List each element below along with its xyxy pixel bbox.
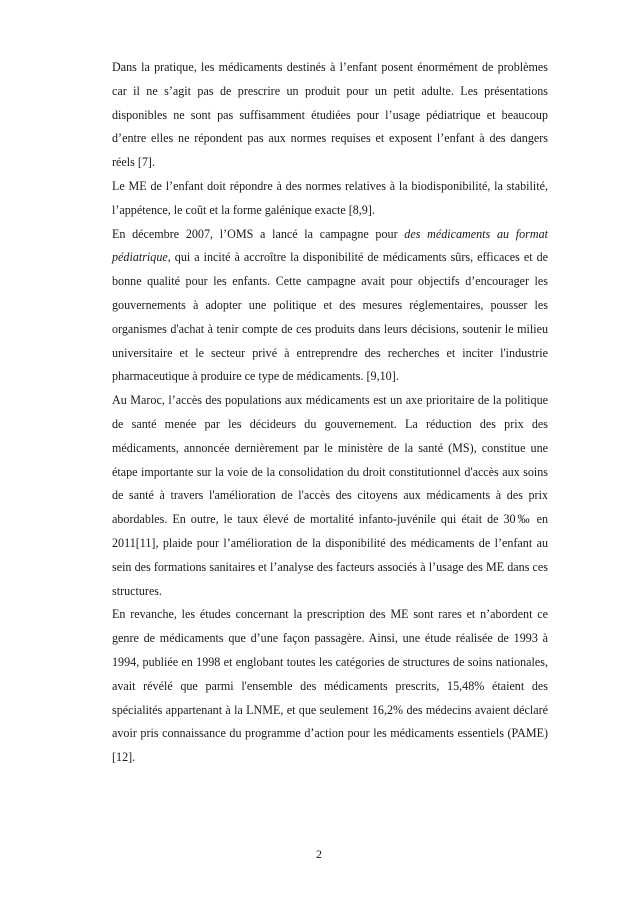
paragraph-text: En décembre 2007, l’OMS a lancé la campagne pour — [112, 226, 405, 241]
paragraph-me-standards — [112, 175, 548, 223]
paragraph-prescription-studies — [112, 603, 548, 770]
paragraph-text: , qui a incité à accroître la disponibilité de médicaments sûrs, efficaces et de bonne qualité pour les enfants. Cette campagne avait pour objectifs d’encourager les gouvernements à adopter une politique et des mesures réglementaires, pousser les organismes d'achat à tenir compte de ces produits dans leurs décisions, soutenir le milieu universitaire et le secteur privé à entreprendre des recherches et inciter l'industrie pharmaceutique à produire ce type de médicaments. [9,10]. — [112, 250, 548, 384]
paragraph-text: Le ME de l’enfant doit répondre à des normes relatives à la biodisponibilité, la stabilité, l’appétence, le coût et la forme galénique exacte [8,9]. — [112, 178, 548, 217]
paragraph-text: Au Maroc, l’accès des populations aux médicaments est un axe prioritaire de la politique de santé menée par les décideurs du gouvernement. La réduction des prix des médicaments, annoncée dernièrement par le ministère de la santé (MS), constitue une étape importante sur la voie de la consolidation du droit constitutionnel d'accès aux soins de santé à travers l'amélioration de l'accès des citoyens aux médicaments à des prix abordables. En outre, le taux élevé de mortalité infanto-juvénile qui était de 30‰ en 2011[11], plaide pour l’amélioration de la disponibilité des médicaments de l’enfant au sein des formations sanitaires et l’analyse des facteurs associés à l’usage des ME dans ces structures. — [112, 393, 548, 598]
document-body — [112, 56, 548, 770]
campaign-title-italic: des médicaments au format pédiatrique — [112, 226, 548, 265]
paragraph-who-campaign — [112, 223, 548, 390]
paragraph-text: Dans la pratique, les médicaments destinés à l’enfant posent énormément de problèmes car il ne s’agit pas de prescrire un produit pour un petit adulte. Les présentations disponibles ne sont pas suffisamment étudiées pour l’usage pédiatrique et beaucoup d’entre elles ne répondent pas aux normes requises et exposent l’enfant à des dangers réels [7]. — [112, 60, 548, 170]
paragraph-text: En revanche, les études concernant la prescription des ME sont rares et n’abordent ce genre de médicaments que d’une façon passagère. Ainsi, une étude réalisée de 1993 à 1994, publiée en 1998 et englobant toutes les catégories de structures de soins nationales, avait révélé que parmi l'ensemble des médicaments prescrits, 15,48% étaient des spécialités appartenant à la LNME, et que seulement 16,2% des médecins avaient déclaré avoir pris connaissance du programme d’action pour les médicaments essentiels (PAME) [12]. — [112, 607, 548, 765]
page-number: 2 — [316, 847, 322, 861]
paragraph-morocco-access — [112, 389, 548, 603]
paragraph-children-medicines-problems — [112, 56, 548, 175]
